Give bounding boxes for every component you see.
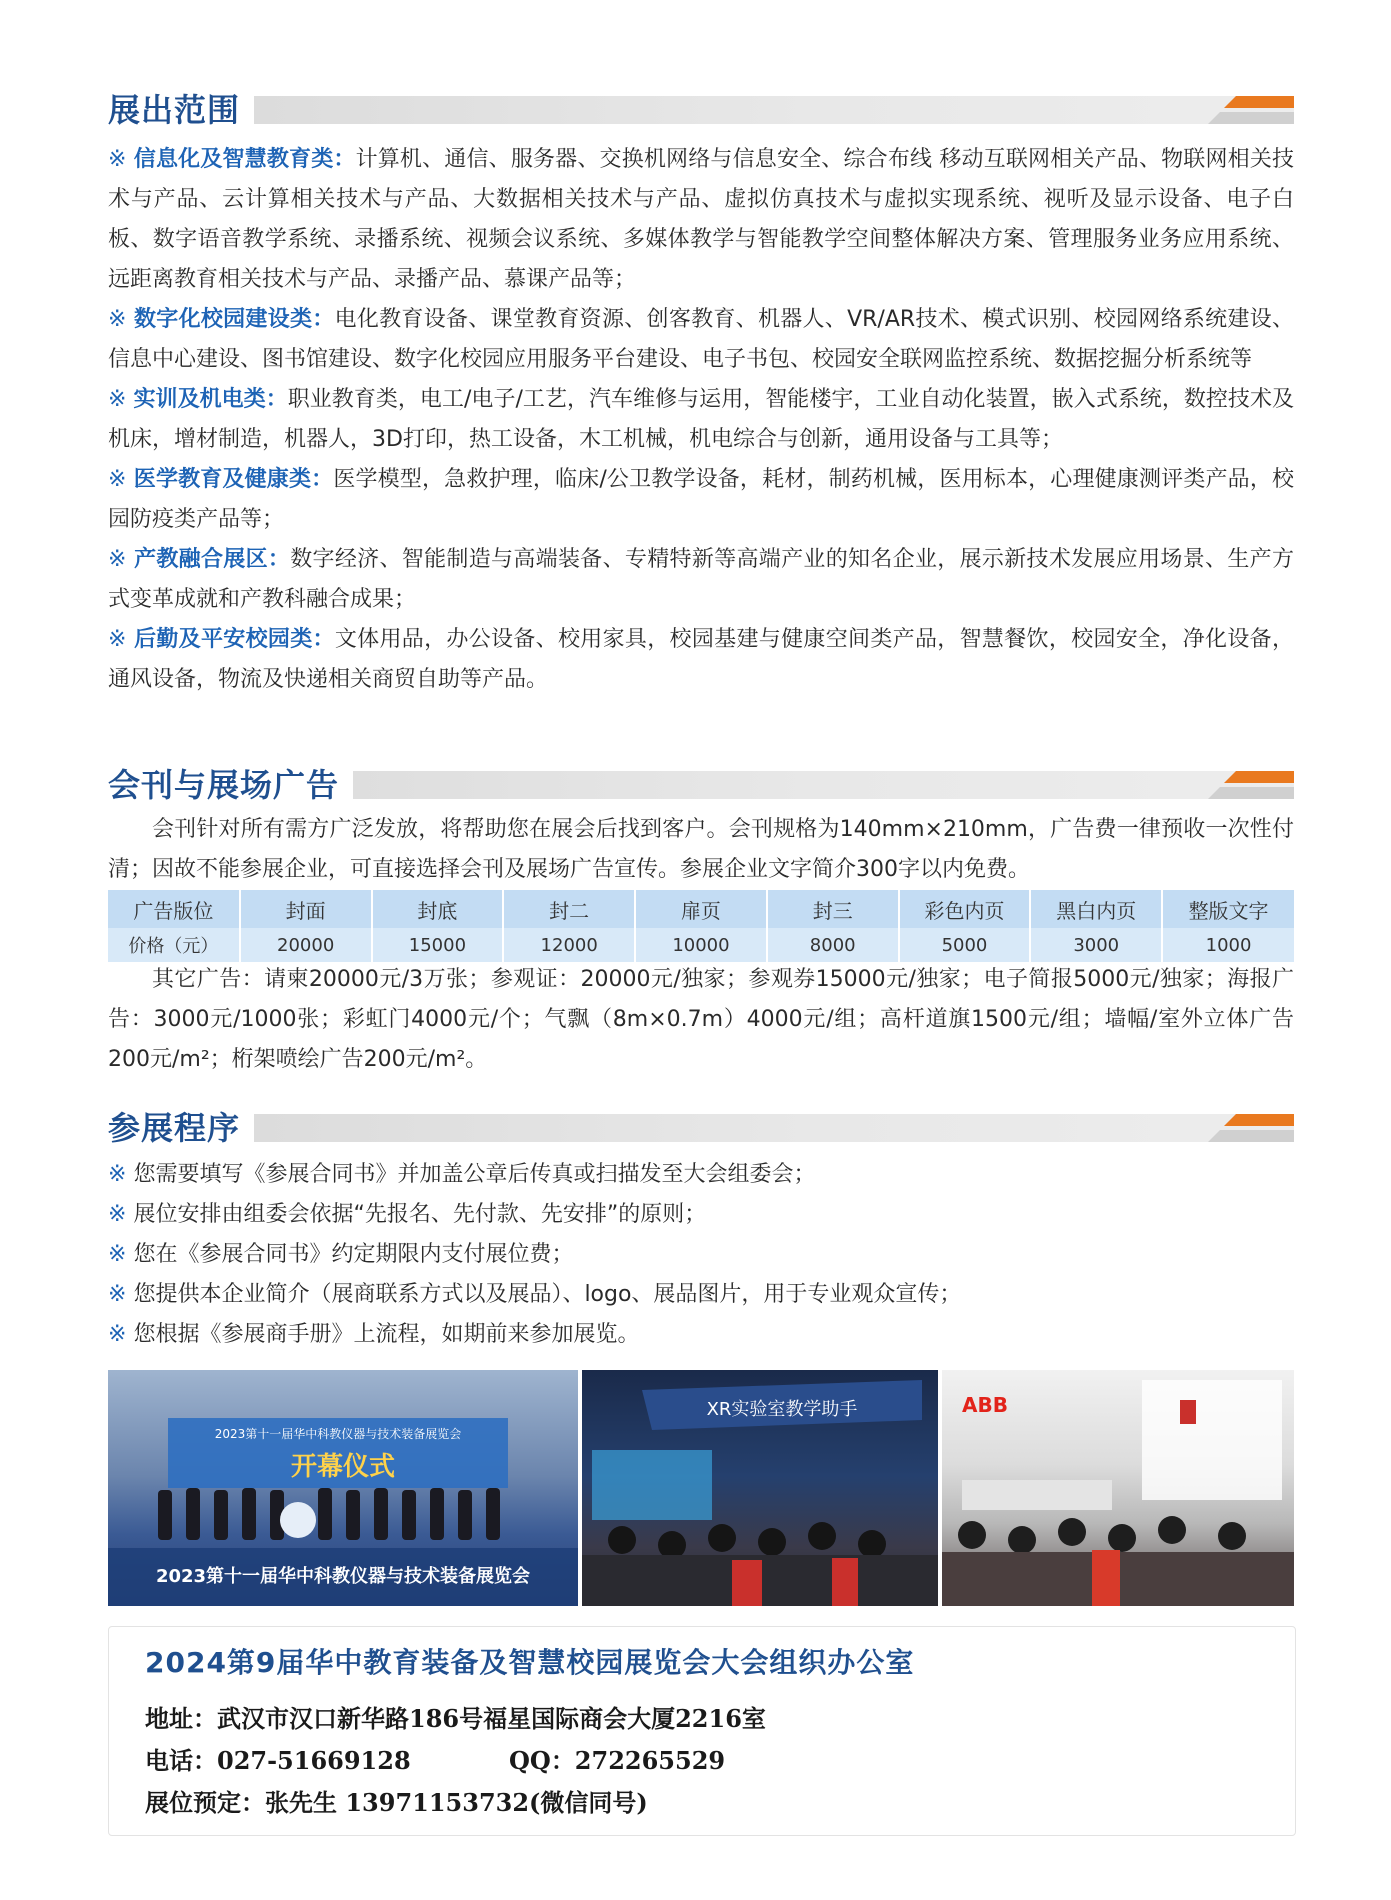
list-item — [108, 1235, 1294, 1275]
contact-address: 地址：武汉市汉口新华路186号福星国际商会大厦2216室 — [145, 1704, 766, 1733]
reference-mark: ※ — [108, 467, 127, 492]
section-title: 会刊与展场广告 — [108, 765, 353, 805]
scope-item — [108, 140, 1294, 300]
scope-item-text: 文体用品，办公设备、校用家具，校园基建与健康空间类产品，智慧餐饮，校园安全，净化设备，通风设备，物流及快递相关商贸自助等产品。 — [108, 627, 1294, 692]
scope-item-text: 电化教育设备、课堂教育资源、创客教育、机器人、VR/AR技术、模式识别、校园网络系统建设、信息中心建设、图书馆建设、数字化校园应用服务平台建设、电子书包、校园安全联网监控系统、数据挖掘分析系统等 — [108, 307, 1294, 372]
list-item — [108, 1155, 1294, 1195]
scope-item-label: 后勤及平安校园类： — [134, 627, 335, 652]
step-text: 您需要填写《参展合同书》并加盖公章后传真或扫描发至大会组委会； — [133, 1162, 816, 1187]
section-header-ads — [108, 765, 1294, 805]
scope-item-text: 职业教育类，电工/电子/工艺，汽车维修与运用，智能楼宇，工业自动化装置，嵌入式系统，数控技术及机床，增材制造，机器人，3D打印，热工设备，木工机械，机电综合与创新，通用设备与工具等； — [108, 387, 1294, 452]
table-cell: 12000 — [503, 928, 635, 962]
table-header-row — [108, 890, 1294, 928]
booth-scene — [942, 1370, 1294, 1606]
reference-mark: ※ — [108, 387, 127, 412]
table-cell: 封二 — [503, 890, 635, 928]
table-cell: 5000 — [899, 928, 1031, 962]
scope-item-text: 数字经济、智能制造与高端装备、专精特新等高端产业的知名企业，展示新技术发展应用场景、生产方式变革成就和产教科融合成果； — [108, 547, 1294, 612]
table-cell: 封底 — [372, 890, 504, 928]
table-cell: 8000 — [767, 928, 899, 962]
photo-bottom-text: 2023第十一届华中科教仪器与技术装备展览会 — [155, 1566, 531, 1587]
section-header-scope — [108, 90, 1294, 130]
scope-list — [108, 140, 1294, 700]
reference-mark: ※ — [108, 1162, 127, 1187]
scope-item — [108, 620, 1294, 700]
scope-item-label: 医学教育及健康类： — [133, 467, 334, 492]
photo-strip — [108, 1370, 1294, 1606]
ads-other: 其它广告：请柬20000元/3万张；参观证：20000元/独家；参观券15000元/独家；电子简报5000元/独家；海报广告：3000元/1000张；彩虹门4000元/个；气飘（8m×0.7m）4000元/组；高杆道旗1500元/组；墙幅/室外立体广告200元/m²；桁架喷绘广告200元/m²。 — [108, 967, 1294, 1072]
orange-stripe-icon — [1198, 1108, 1294, 1148]
table-cell: 扉页 — [635, 890, 767, 928]
scope-item — [108, 540, 1294, 620]
section-header-procedure — [108, 1108, 1294, 1148]
contact-phone: 电话：027-51669128 — [145, 1746, 411, 1775]
scope-item — [108, 460, 1294, 540]
table-cell: 封三 — [767, 890, 899, 928]
section-header-bar — [108, 1114, 1294, 1142]
reference-mark: ※ — [108, 1202, 127, 1227]
orange-stripe-icon — [1198, 765, 1294, 805]
contact-box — [108, 1626, 1296, 1836]
scope-item-label: 数字化校园建设类： — [134, 307, 335, 332]
exhibition-hall-photo — [582, 1370, 938, 1606]
reference-mark: ※ — [108, 147, 127, 172]
reference-mark: ※ — [108, 547, 127, 572]
scope-item-text: 医学模型，急救护理，临床/公卫教学设备，耗材，制药机械，医用标本，心理健康测评类产品，校园防疫类产品等； — [108, 467, 1294, 532]
reference-mark: ※ — [108, 627, 127, 652]
list-item — [108, 1195, 1294, 1235]
step-text: 您在《参展合同书》约定期限内支付展位费； — [133, 1242, 574, 1267]
photo-brand-text: ABB — [962, 1393, 1008, 1417]
table-cell: 3000 — [1030, 928, 1162, 962]
ads-intro: 会刊针对所有需方广泛发放，将帮助您在展会后找到客户。会刊规格为140mm×210mm，广告费一律预收一次性付清；因故不能参展企业，可直接选择会刊及展场广告宣传。参展企业文字简介300字以内免费。 — [108, 817, 1294, 882]
step-text: 您提供本企业简介（展商联系方式以及展品）、logo、展品图片，用于专业观众宣传； — [133, 1282, 962, 1307]
step-text: 展位安排由组委会依据“先报名、先付款、先安排”的原则； — [133, 1202, 707, 1227]
photo-banner-text: 2023第十一届华中科教仪器与技术装备展览会 — [214, 1427, 462, 1441]
procedure-list — [108, 1155, 1294, 1355]
scope-item — [108, 380, 1294, 460]
contact-booking: 展位预定：张先生 13971153732(微信同号) — [145, 1788, 648, 1817]
orange-stripe-icon — [1198, 90, 1294, 130]
table-cell: 20000 — [240, 928, 372, 962]
scope-item-text: 计算机、通信、服务器、交换机网络与信息安全、综合布线 移动互联网相关产品、物联网相关技术与产品、云计算相关技术与产品、大数据相关技术与产品、虚拟仿真技术与虚拟实现系统、视听及显示设备、电子白板、数字语音教学系统、录播系统、视频会议系统、多媒体教学与智能教学空间整体解决方案、管理服务业务应用系统、远距离教育相关技术与产品、录播产品、慕课产品等； — [108, 147, 1294, 292]
hall-scene — [582, 1370, 938, 1606]
table-cell: 价格（元） — [108, 928, 240, 962]
photo-sign-text: XR实验室教学助手 — [706, 1399, 858, 1420]
list-item — [108, 1315, 1294, 1355]
section-header-bar — [108, 96, 1294, 124]
table-cell: 黑白内页 — [1030, 890, 1162, 928]
contact-qq: QQ：272265529 — [509, 1746, 726, 1775]
step-text: 您根据《参展商手册》上流程，如期前来参加展览。 — [133, 1322, 640, 1347]
opening-ceremony-photo — [108, 1370, 578, 1606]
table-cell: 10000 — [635, 928, 767, 962]
list-item — [108, 1275, 1294, 1315]
table-cell: 整版文字 — [1162, 890, 1294, 928]
contact-title: 2024第9届华中教育装备及智慧校园展览会大会组织办公室 — [145, 1646, 915, 1679]
reference-mark: ※ — [108, 1242, 127, 1267]
section-title: 参展程序 — [108, 1108, 254, 1148]
table-row — [108, 928, 1294, 962]
reference-mark: ※ — [108, 1282, 127, 1307]
table-cell: 封面 — [240, 890, 372, 928]
section-title: 展出范围 — [108, 90, 254, 130]
photo-ceremony-text: 开幕仪式 — [290, 1452, 396, 1482]
scope-item — [108, 300, 1294, 380]
table-cell: 15000 — [372, 928, 504, 962]
table-cell: 广告版位 — [108, 890, 240, 928]
ad-price-table — [108, 890, 1294, 962]
booth-photo — [942, 1370, 1294, 1606]
table-cell: 1000 — [1162, 928, 1294, 962]
reference-mark: ※ — [108, 307, 127, 332]
scope-item-label: 产教融合展区： — [134, 547, 291, 572]
scope-item-label: 实训及机电类： — [133, 387, 288, 412]
ceremony-scene — [108, 1370, 578, 1606]
table-cell: 彩色内页 — [899, 890, 1031, 928]
scope-item-label: 信息化及智慧教育类： — [133, 147, 356, 172]
reference-mark: ※ — [108, 1322, 127, 1347]
